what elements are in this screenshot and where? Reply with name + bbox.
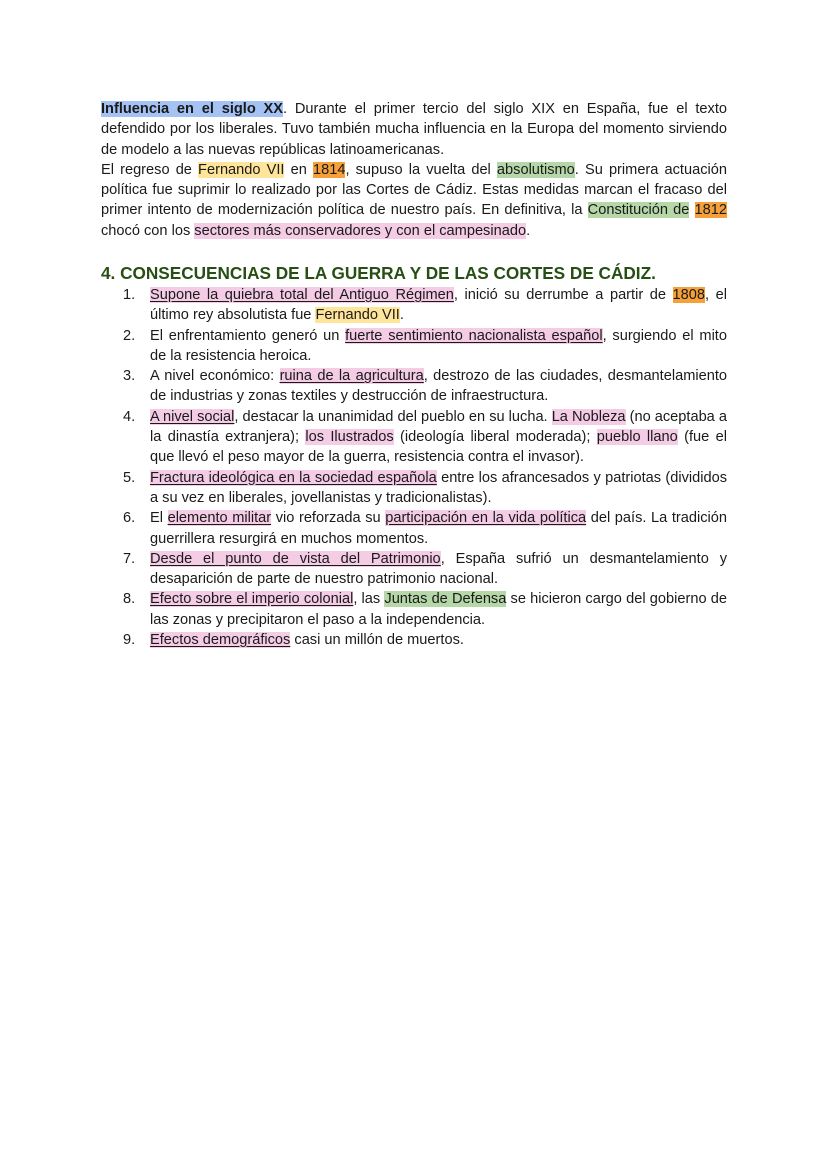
list-item	[101, 549, 727, 590]
list-number: 3.	[123, 368, 136, 385]
item-text: , destrozo de las ciudades, desmantelamiento de industrias y zonas textiles y destrucción de infraestructura.	[150, 368, 728, 405]
item-text: del país. La tradición guerrillera resurgirá en muchos momentos.	[150, 510, 727, 547]
highlight-fernando: Fernando VII	[198, 161, 285, 178]
item-text: (ideología liberal moderada);	[393, 429, 597, 446]
highlight-constitucion: Constitución de	[587, 202, 690, 219]
item-text: A nivel económico:	[150, 368, 280, 385]
highlight-fernando: Fernando VII	[315, 307, 400, 324]
item-text: El enfrentamiento generó un	[150, 327, 346, 344]
highlight-year-1812: 1812	[694, 202, 727, 219]
list-number: 2.	[123, 327, 136, 344]
consequences-list	[101, 285, 727, 650]
list-number: 4.	[123, 408, 136, 425]
item-text: (fue el que llevó el peso mayor de la guerra, resistencia contra el invasor).	[150, 429, 727, 466]
item-text: , surgiendo el mito de la resistencia heroica.	[150, 327, 727, 364]
highlight-term: Desde el punto de vista del Patrimonio	[150, 550, 441, 567]
highlight-term: los Ilustrados	[305, 429, 394, 446]
highlight-sectores: sectores más conservadores y con el campesinado	[194, 222, 527, 239]
item-text: casi un millón de muertos.	[290, 632, 464, 649]
highlight-term: Fractura ideológica en la sociedad española	[150, 469, 437, 486]
paragraph-text: El regreso de	[101, 161, 199, 178]
list-item	[101, 630, 727, 650]
list-number: 5.	[123, 469, 136, 486]
paragraph-text: chocó con los	[101, 222, 195, 239]
item-text: vio reforzada su	[271, 510, 386, 527]
highlight-influence-title: Influencia en el siglo XX	[101, 101, 284, 117]
list-number: 8.	[123, 591, 136, 608]
highlight-juntas: Juntas de Defensa	[384, 591, 507, 608]
list-item	[101, 468, 727, 509]
highlight-year-1814: 1814	[312, 161, 346, 178]
list-item	[101, 589, 727, 630]
highlight-term: La Nobleza	[551, 408, 626, 425]
list-item	[101, 285, 727, 326]
item-text: El	[150, 510, 168, 527]
list-item	[101, 508, 727, 549]
list-item	[101, 407, 727, 468]
intro-section	[101, 99, 727, 241]
highlight-term: fuerte sentimiento nacionalista español	[345, 327, 603, 344]
list-number: 6.	[123, 510, 136, 527]
list-number: 7.	[123, 550, 136, 567]
highlight-term: ruina de la agricultura	[279, 368, 424, 385]
item-text: , el último rey absolutista fue	[150, 287, 727, 324]
paragraph-text: , supuso la vuelta del	[345, 161, 497, 178]
paragraph-influence	[101, 99, 727, 160]
item-text: , destacar la unanimidad del pueblo en su lucha.	[234, 408, 552, 425]
paragraph-return	[101, 160, 727, 241]
highlight-year-1808: 1808	[672, 287, 706, 303]
highlight-absolutismo: absolutismo	[496, 161, 575, 178]
item-text: .	[399, 307, 404, 324]
item-text: , inició su derrumbe a partir de	[453, 287, 673, 303]
highlight-term: A nivel social	[150, 408, 235, 425]
item-text: entre los afrancesados y patriotas (divididos a su vez en liberales, jovellanistas y tradicionalistas).	[150, 469, 727, 506]
list-number: 9.	[123, 632, 136, 649]
paragraph-text: . Durante el primer tercio del siglo XIX en España, fue el texto defendido por los liberales. Tuvo también mucha influencia en la Europa del momento sirviendo de modelo a las nuevas repúblicas latinoamericanas.	[101, 101, 727, 158]
item-text: (no aceptaba a la dinastía extranjera);	[150, 408, 727, 446]
list-number: 1.	[123, 287, 136, 303]
paragraph-text: en	[284, 161, 313, 178]
highlight-term: Efectos demográficos	[150, 632, 291, 649]
section-heading: 4. CONSECUENCIAS DE LA GUERRA Y DE LAS CORTES DE CÁDIZ.	[101, 263, 656, 283]
paragraph-text	[689, 202, 694, 218]
highlight-term: Efecto sobre el imperio colonial	[150, 591, 354, 608]
item-text: , España sufrió un desmantelamiento y desaparición de parte de nuestro patrimonio nacional.	[150, 550, 727, 588]
list-item	[101, 366, 727, 407]
highlight-term: participación en la vida política	[385, 510, 587, 527]
highlight-term: elemento militar	[167, 510, 272, 527]
paragraph-text: .	[526, 222, 531, 239]
item-text: se hicieron cargo del gobierno de las zonas y precipitaron el paso a la independencia.	[150, 591, 727, 628]
list-item	[101, 326, 727, 367]
highlight-term: pueblo llano	[596, 429, 678, 446]
highlight-term: Supone la quiebra total del Antiguo Régimen	[150, 287, 454, 303]
item-text: , las	[353, 591, 385, 608]
paragraph-text: . Su primera actuación política fue suprimir lo realizado por las Cortes de Cádiz. Estas medidas marcan el fracaso del primer intento de modernización política de nuestro país. En definitiva, la	[101, 161, 727, 219]
